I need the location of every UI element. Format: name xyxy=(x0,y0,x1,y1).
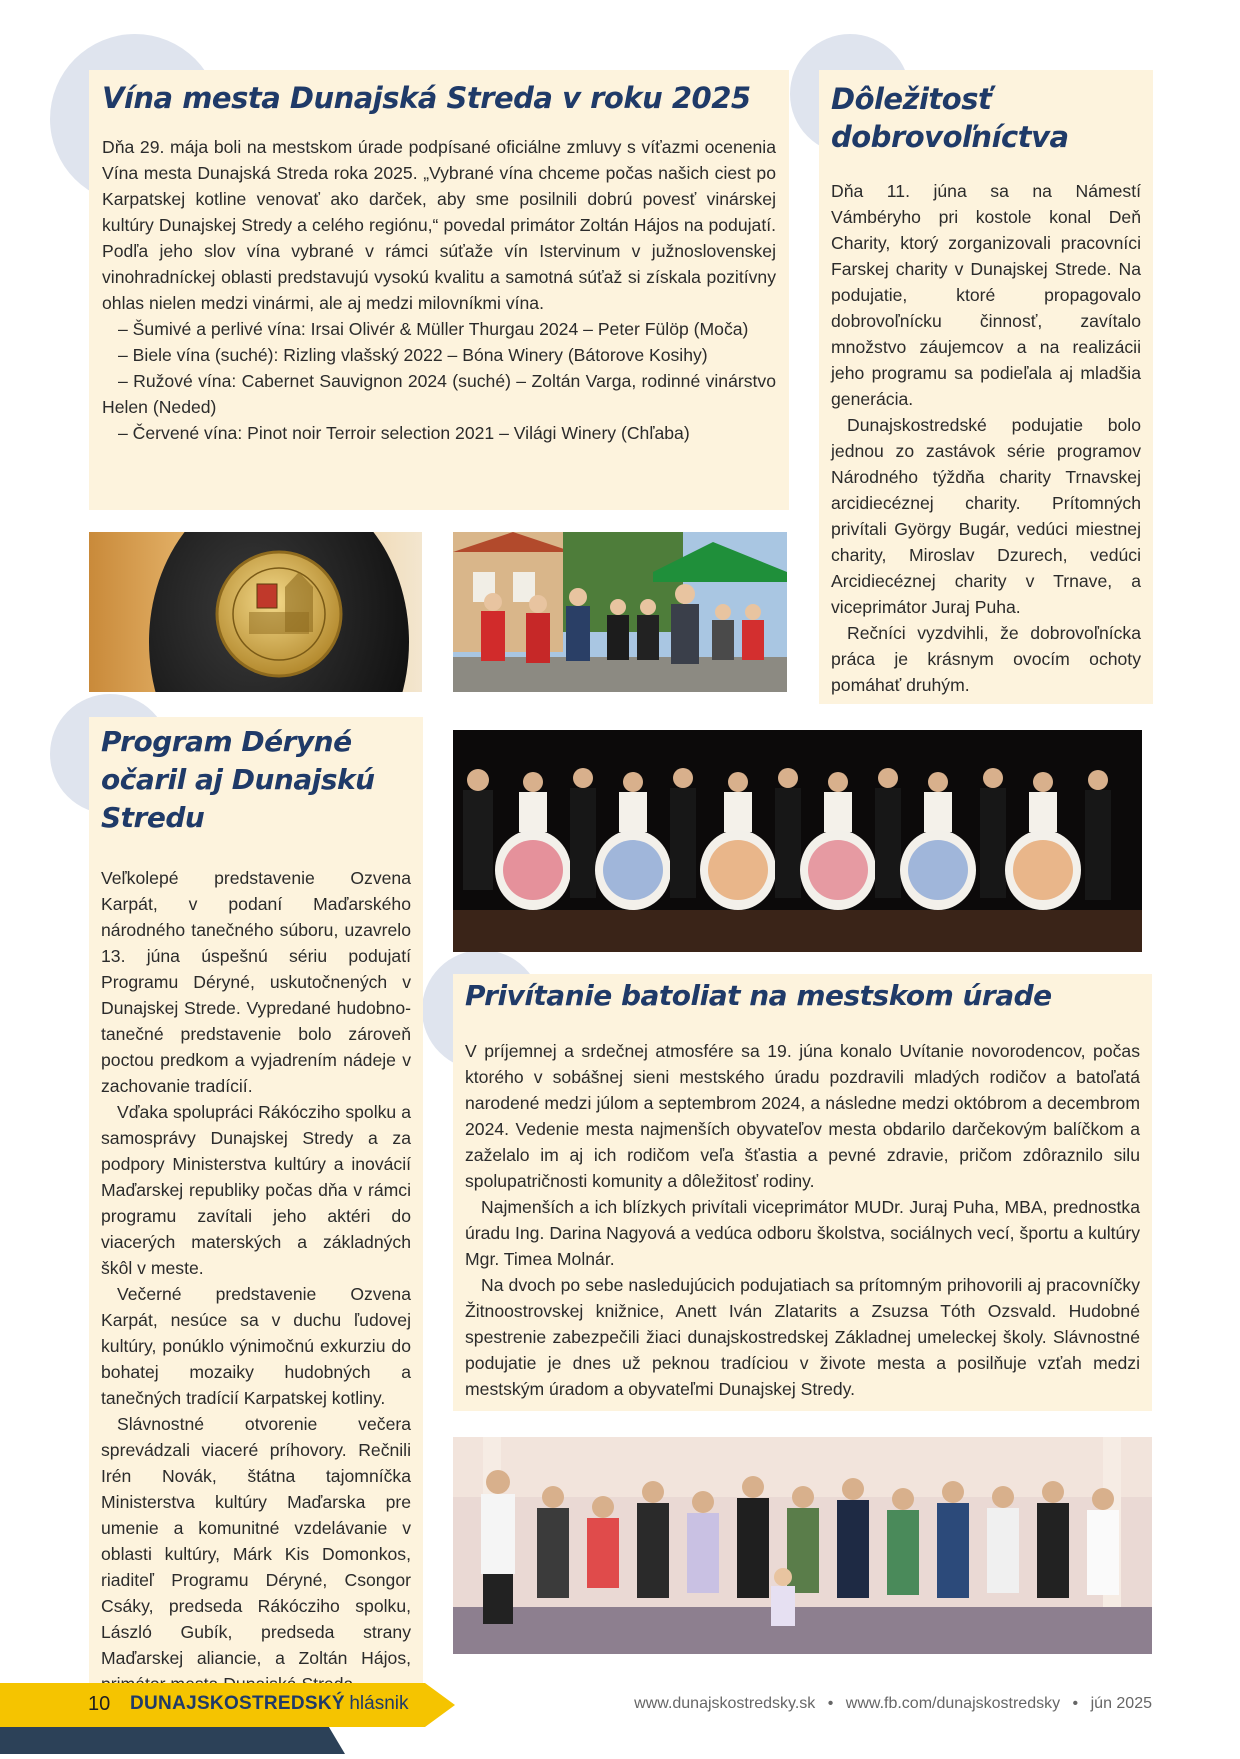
paragraph: Vďaka spolupráci Rákócziho spolku a samosprávy Dunajskej Stredy a za podpory Ministerstva kultúry a inovácií Maďarskej republiky počas dňa v rámci programu zavítali jeho aktéri do viacerých materských a základných škôl v meste. xyxy=(101,1102,411,1278)
list-item: – Biele vína (suché): Rizling vlašský 2022 – Bóna Winery (Bátorove Kosihy) xyxy=(118,345,708,365)
brand-main: DUNAJSKOSTREDSKÝ xyxy=(130,1693,345,1714)
charity-day-photo xyxy=(453,532,787,692)
article-body xyxy=(102,134,776,446)
issue-date: jún 2025 xyxy=(1090,1695,1152,1712)
article-toddlers xyxy=(453,974,1152,1411)
paragraph: Veľkolepé predstavenie Ozvena Karpát, v podaní Maďarského národného tanečného súboru, uzavrelo 13. júna úspešnú sériu podujatí Programu Déryné, uskutočnených v Dunajskej Strede. Vypredané hudobno-tanečné predstavenie bolo zároveň poctou predkom a vyjadrením nádeje v zachovanie tradícií. xyxy=(101,868,411,1096)
paragraph: Na dvoch po sebe nasledujúcich podujatiach sa prítomným prihovorili aj pracovníčky Žitnoostrovskej knižnice, Anett Iván Zlatarits a Zsuzsa Tóth Ozsvald. Hudobné spestrenie zabezpečili žiaci dunajskostredskej Základnej umeleckej školy. Slávnostné podujatie je dnes už peknou tradíciou v živote mesta a posilňuje vzťah medzi mestským úradom a obyvateľmi Dunajskej Stredy. xyxy=(465,1275,1140,1399)
article-body xyxy=(465,1038,1140,1402)
paragraph: V príjemnej a srdečnej atmosfére sa 19. júna konalo Uvítanie novorodencov, počas ktorého v sobášnej sieni mestského úradu pozdravili mladých rodičov a batoľatá narodené medzi júlom a septembrom 2024, a následne medzi októbrom a decembrom 2024. Vedenie mesta najmenších obyvateľov mesta obdarilo darčekovým balíčkom a zaželalo im aj ich rodičom veľa šťastia a pevné zdravie, pričom zdôraznilo silu spolupatričnosti komunity a dôležitosť rodiny. xyxy=(465,1041,1140,1191)
toddlers-group-photo xyxy=(453,1437,1152,1654)
list-item: – Ružové vína: Cabernet Sauvignon 2024 (suché) – Zoltán Varga, rodinné vinárstvo Helen (Neded) xyxy=(102,371,776,417)
page-number: 10 xyxy=(88,1693,111,1715)
wine-bottle-photo xyxy=(89,532,422,692)
paragraph: Dňa 11. júna sa na Námestí Vámbéryho pri kostole konal Deň Charity, ktorý zorganizovali pracovníci Farskej charity v Dunajskej Strede. Na podujatie, ktoré propagovalo dobrovoľnícku činnosť, zavítalo množstvo záujemcov a na realizácii jeho programu sa podieľala aj mladšia generácia. xyxy=(831,181,1141,409)
paragraph: Rečníci vyzdvihli, že dobrovoľnícka práca je krásnym ovocím ochoty pomáhať druhým. xyxy=(831,623,1141,695)
article-title: Vína mesta Dunajská Streda v roku 2025 xyxy=(102,81,751,115)
separator: • xyxy=(1072,1695,1079,1712)
facebook-link[interactable]: www.fb.com/dunajskostredsky xyxy=(845,1695,1061,1712)
article-title: Dôležitosť dobrovoľníctva xyxy=(831,82,1069,154)
article-body xyxy=(831,178,1141,698)
article-title: Privítanie batoliat na mestskom úrade xyxy=(465,979,1052,1012)
list-item: – Červené vína: Pinot noir Terroir selection 2021 – Világi Winery (Chľaba) xyxy=(118,423,690,443)
brand-sub: hlásnik xyxy=(349,1693,409,1714)
article-wines xyxy=(89,70,789,510)
paragraph: Dunajskostredské podujatie bolo jednou zo zastávok série programov Národného týždňa charity Trnavskej arcidiecéznej charity. Prítomných privítali György Bugár, vedúci miestnej charity, Miroslav Dzurech, vedúci Arcidiecéznej charity v Trnave, a viceprimátor Juraj Puha. xyxy=(831,415,1141,617)
footer-brand xyxy=(130,1691,409,1718)
footer-info xyxy=(586,1693,1152,1715)
separator: • xyxy=(827,1695,834,1712)
paragraph: Večerné predstavenie Ozvena Karpát, nesúce sa v duchu ľudovej kultúry, ponúklo výnimočnú exkurziu do bohatej mozaiky hudobných a tanečných tradícií Karpatskej kotliny. xyxy=(101,1284,411,1408)
paragraph: Najmenších a ich blízkych privítali viceprimátor MUDr. Juraj Puha, MBA, prednostka úradu Ing. Darina Nagyová a vedúca odboru školstva, sociálnych vecí, športu a kultúry Mgr. Timea Molnár. xyxy=(465,1197,1140,1269)
article-body xyxy=(101,865,411,1697)
article-deryne xyxy=(89,717,423,1704)
paragraph: Slávnostné otvorenie večera sprevádzali viaceré príhovory. Rečnili Irén Novák, štátna tajomníčka Ministerstva kultúry Maďarska pre umenie a komunitné vzdelávanie v oblasti kultúry, Márk Kis Domonkos, riaditeľ Programu Déryné, Csongor Csáky, predseda Rákócziho spolku, László Gubík, predseda strany Maďarskej aliancie, a Zoltán Hájos, xyxy=(101,1414,411,1668)
article-volunteering xyxy=(819,70,1153,704)
paragraph: Dňa 29. mája boli na mestskom úrade podpísané oficiálne zmluvy s víťazmi ocenenia Vína mesta Dunajská Streda roka 2025. „Vybrané vína chceme počas našich ciest po Karpatskej kotline venovať ako darček, aby sme posilnili dobrú povesť vinárskej kultúry Dunajskej Stredy a celého regiónu,“ povedal primátor Zoltán Hájos na podujatí. Podľa jeho slov vína vybrané v rámci súťaže vín Istervinum v južnoslovenskej vinohradníckej oblasti predstavujú vysokú kvalitu a samotná súťaž si získala pozitívny ohlas nielen medzi vinármi, ale aj medzi milovníkmi vína. xyxy=(102,137,776,313)
dance-performance-photo xyxy=(453,730,1142,952)
list-item: – Šumivé a perlivé vína: Irsai Olivér & Müller Thurgau 2024 – Peter Fülöp (Moča) xyxy=(118,319,749,339)
website-link[interactable]: www.dunajskostredsky.sk xyxy=(634,1695,816,1712)
article-title: Program Déryné očaril aj Dunajskú Stredu xyxy=(101,725,375,834)
